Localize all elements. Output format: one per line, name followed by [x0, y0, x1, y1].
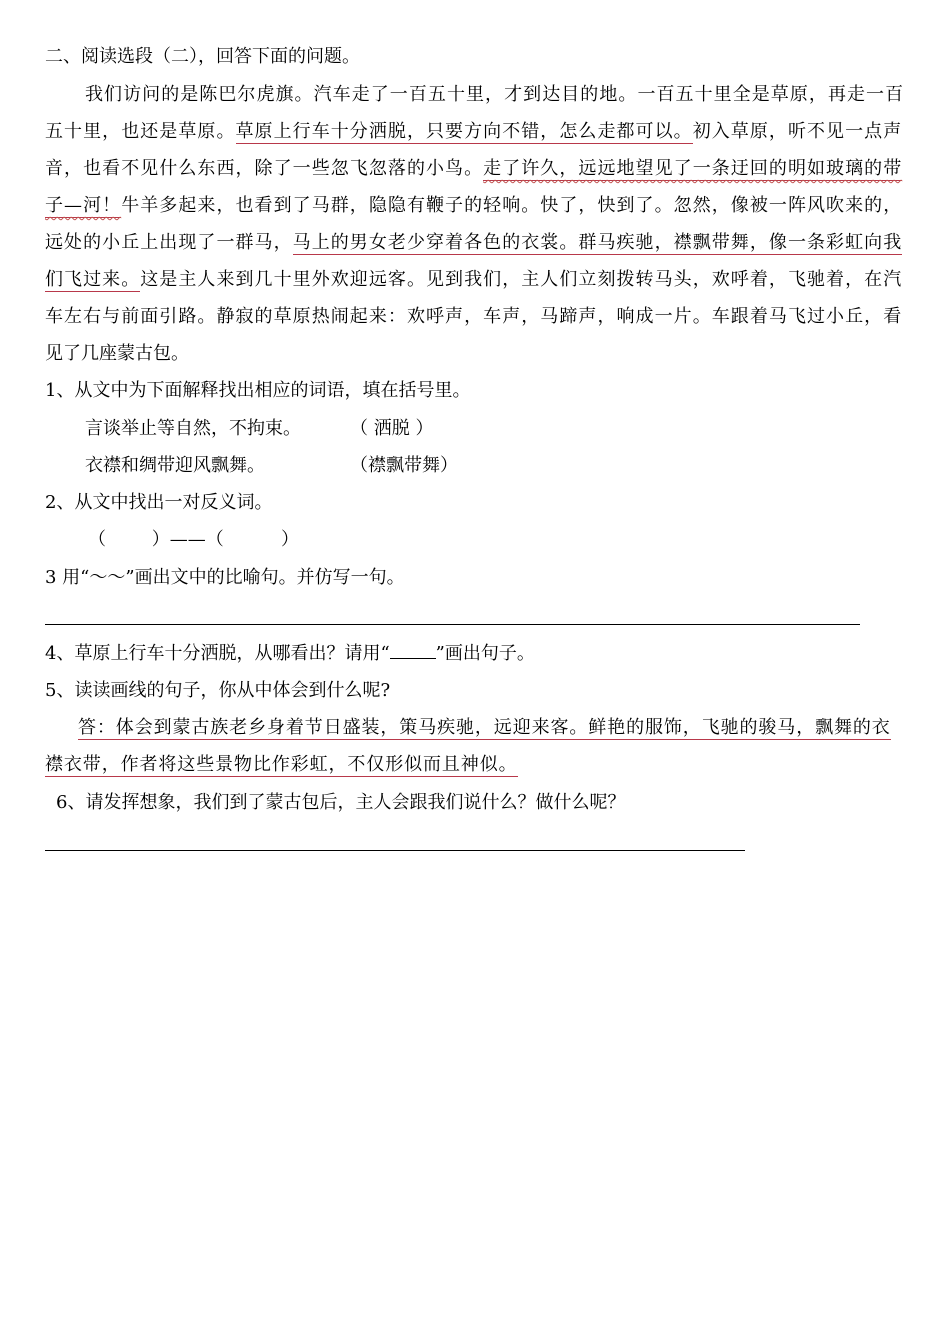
q1-answer-2: （襟飘带舞）	[350, 455, 458, 476]
question-1: 1、从文中为下面解释找出相应的词语，填在括号里。	[45, 380, 471, 401]
passage-line-4	[45, 194, 902, 218]
passage-line-3	[45, 157, 902, 181]
passage-text: 音，也看不见什么东西，除了一些忽飞忽落的小鸟。	[45, 158, 484, 179]
q6-answer-line[interactable]	[45, 850, 745, 851]
passage-text: 这是主人来到几十里外欢迎远客。见到我们，主人们立刻拨转马头，欢呼着，飞驰着，在汽	[140, 269, 903, 290]
q1-definition-2: 衣襟和绸带迎风飘舞。	[85, 455, 265, 476]
q5-answer-line-2	[45, 753, 518, 777]
underline-sample	[390, 642, 436, 659]
q5-answer-text: 襟衣带，作者将这些景物比作彩虹，不仅形似而且神似。	[45, 754, 518, 775]
question-6: 6、请发挥想象，我们到了蒙古包后，主人会跟我们说什么？做什么呢？	[56, 792, 626, 813]
underlined-sentence: 马上的男女老少穿着各色的衣裳。群马疾驰，襟飘带舞，像一条彩虹向我	[292, 232, 903, 253]
passage-text: 初入草原，听不见一点声	[692, 121, 903, 142]
passage-text: 五十里，也还是草原。	[45, 121, 236, 142]
q4-prompt-start: 4、草原上行车十分洒脱，从哪看出？请用“	[45, 643, 390, 664]
passage-line-6	[45, 268, 902, 292]
passage-text: 远处的小丘上出现了一群马，	[45, 232, 293, 253]
passage-line-7: 车左右与前面引路。静寂的草原热闹起来：欢呼声，车声，马蹄声，响成一片。车跟着马飞过小丘，看	[45, 306, 903, 327]
q4-prompt-end: ”画出句子。	[435, 643, 535, 664]
question-5: 5、读读画线的句子，你从中体会到什么呢?	[45, 680, 391, 701]
passage-text: 牛羊多起来，也看到了马群，隐隐有鞭子的轻响。快了，快到了。忽然，像被一阵风吹来的，	[121, 195, 903, 216]
passage-line-2	[45, 120, 902, 144]
q5-answer-line-1	[78, 716, 891, 740]
underlined-sentence: 草原上行车十分洒脱，只要方向不错，怎么走都可以。	[235, 121, 693, 142]
section-title: 二、阅读选段（二），回答下面的问题。	[45, 46, 360, 67]
passage-line-8: 见了几座蒙古包。	[45, 343, 189, 364]
underlined-sentence-end: 们飞过来。	[45, 269, 141, 290]
q3-answer-line[interactable]	[45, 624, 860, 625]
question-2: 2、从文中找出一对反义词。	[45, 492, 273, 513]
q2-answer-blanks[interactable]: （ ）——（ ）	[88, 529, 299, 550]
q1-definition-1: 言谈举止等自然，不拘束。	[85, 418, 301, 439]
q5-answer-text: 答：体会到蒙古族老乡身着节日盛装，策马疾驰，远迎来客。鲜艳的服饰，飞驰的骏马，飘舞的衣	[78, 717, 891, 738]
q1-answer-1: （ 洒脱 ）	[350, 418, 434, 439]
passage-line-5	[45, 231, 902, 255]
question-4	[45, 642, 535, 666]
simile-sentence-end: 子—河！	[45, 195, 122, 216]
simile-sentence: 走了许久，远远地望见了一条迂回的明如玻璃的带	[483, 158, 903, 179]
question-3: 3 用“～～”画出文中的比喻句。并仿写一句。	[45, 567, 405, 588]
passage-line-1: 我们访问的是陈巴尔虎旗。汽车走了一百五十里，才到达目的地。一百五十里全是草原，再走一百	[85, 84, 905, 105]
